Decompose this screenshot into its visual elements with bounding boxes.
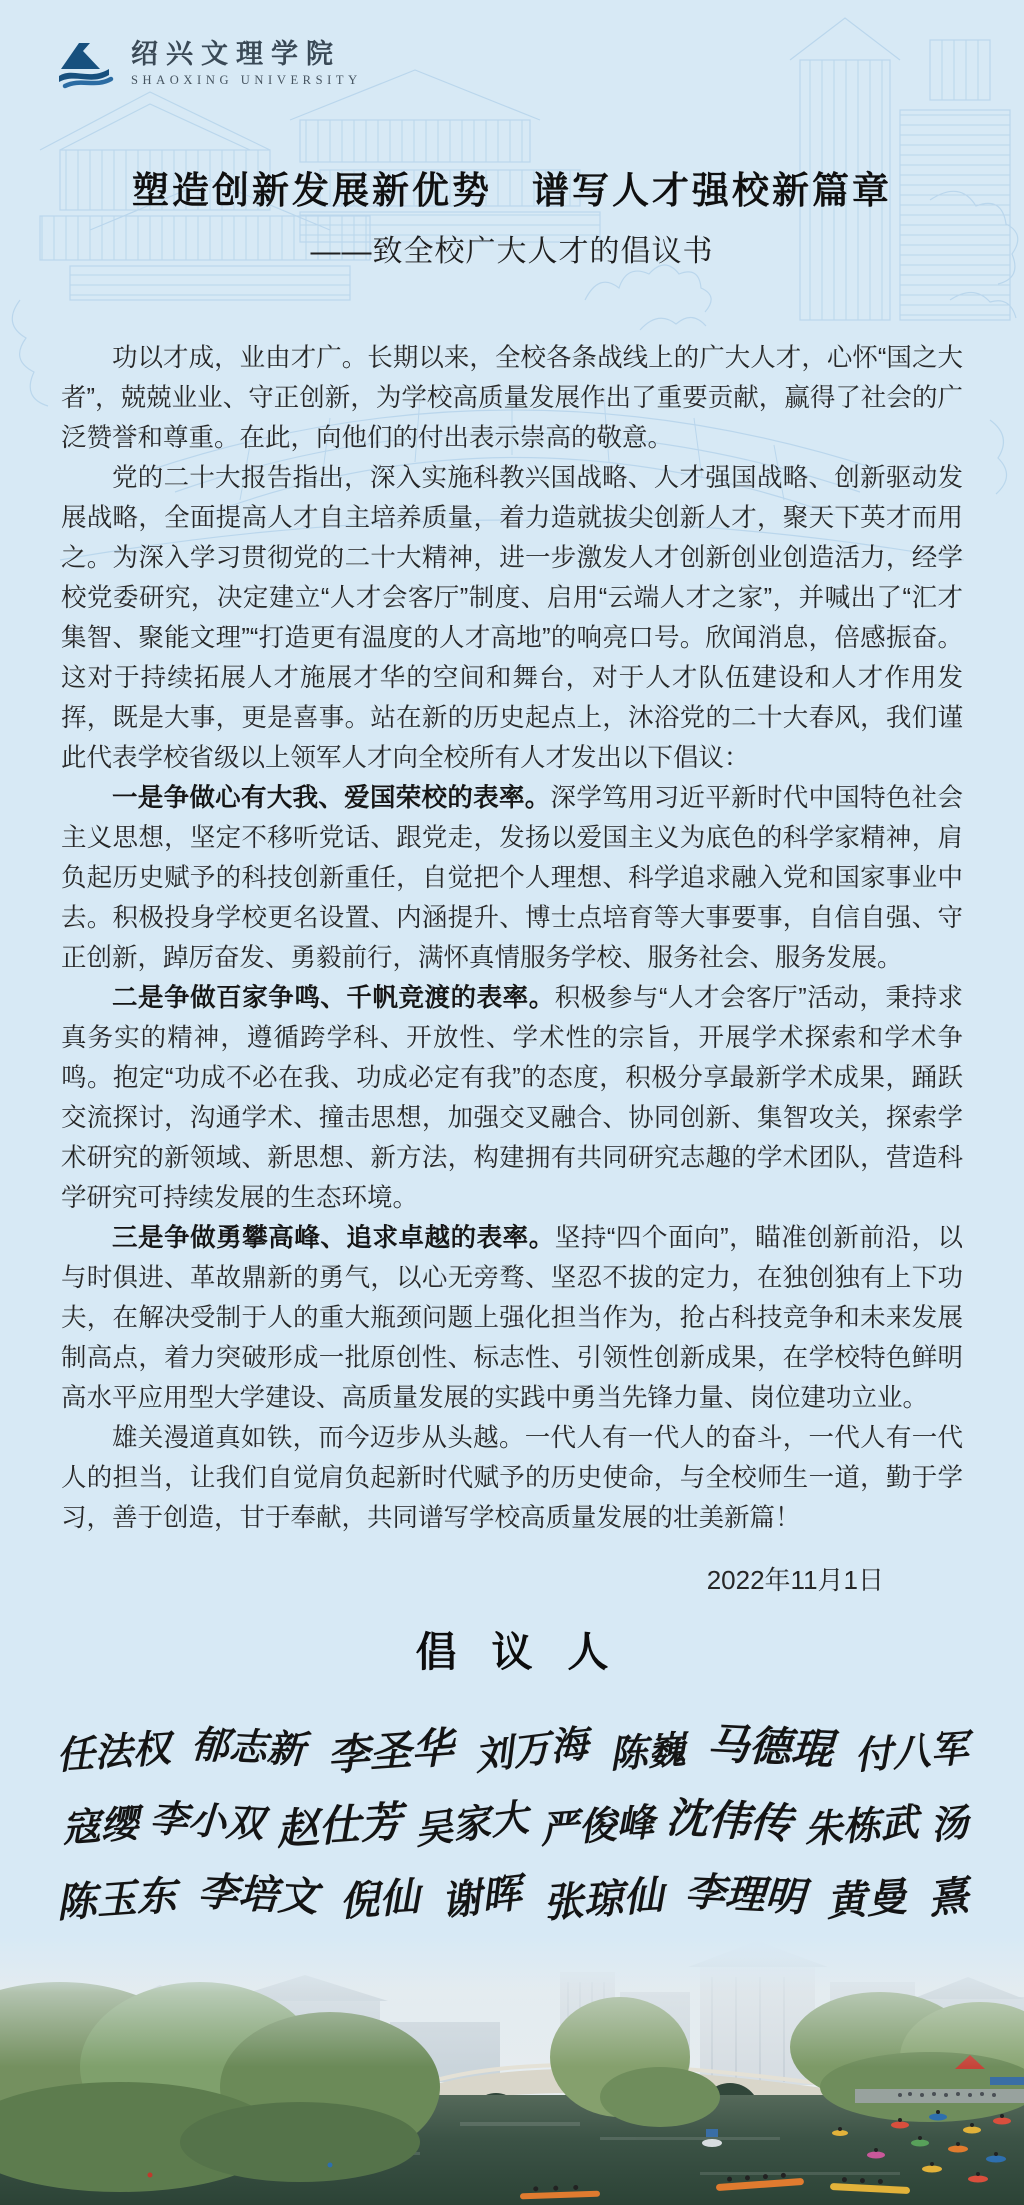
signature: 李圣华 [325, 1722, 455, 1780]
signature: 沈伟传 [664, 1792, 794, 1848]
signature: 朱栋武 [802, 1799, 920, 1852]
signature-row [56, 1713, 968, 1781]
paragraph-point-2 [61, 978, 963, 1218]
paragraph-lead: 三是争做勇攀高峰、追求卓越的表率。 [112, 1224, 555, 1253]
campus-river-bridge-photo [0, 1937, 1024, 2205]
signature: 陈玉东 [54, 1871, 178, 1928]
signature: 赵仕芳 [274, 1796, 404, 1854]
paragraph-lead: 一是争做心有大我、爱国荣校的表率。 [112, 784, 551, 813]
paragraph-text: 坚持“四个面向”，瞄准创新前沿，以与时俱进、革故鼎新的勇气，以心无旁骛、坚忍不拔的定力，在独创独有上下功夫，在解决受制于人的重大瓶颈问题上强化担当作为，抢占科技竞争和未来发展制高点，着力突破形成一批原创性、标志性、引领性创新成果，在学校特色鲜明高水平应用型大学建设、高质量发展的实践中勇当先锋力量、岗位建功立业。 [61, 1224, 963, 1413]
paragraph-context [61, 458, 963, 778]
signature: 熹 [925, 1871, 972, 1924]
signature-row [56, 1787, 971, 1855]
logo-text [131, 40, 362, 89]
signature: 倪仙 [338, 1873, 422, 1926]
paragraph-closing [61, 1418, 963, 1538]
signature: 李培文 [196, 1867, 319, 1922]
signature: 刘万海 [472, 1720, 591, 1779]
signature: 任法权 [54, 1725, 172, 1778]
signature: 谢晖 [438, 1869, 525, 1926]
university-logo [0, 0, 1024, 94]
signature: 黄曼 [825, 1873, 909, 1926]
signature: 马德琨 [705, 1718, 834, 1774]
signature: 付八军 [852, 1725, 970, 1778]
signature: 张琼仙 [541, 1871, 665, 1928]
paragraph-text: 深学笃用习近平新时代中国特色社会主义思想，坚定不移听党话、跟党走，发扬以爱国主义为底色的科学家精神，肩负起历史赋予的科技创新重任，自觉把个人理想、科学追求融入党和国家事业中去。积极投身学校更名设置、内涵提升、博士点培育等大事要事，自信自强、守正创新，踔厉奋发、勇毅前行，满怀真情服务学校、服务社会、服务发展。 [61, 784, 963, 973]
signature: 寇缨 [60, 1800, 140, 1851]
signatures [54, 1713, 972, 1929]
signature: 严俊峰 [538, 1799, 656, 1852]
poster-subtitle: ——致全校广大人才的倡议书 [310, 235, 714, 269]
paragraph-point-3 [61, 1218, 963, 1418]
university-name-cn: 绍兴文理学院 [131, 38, 341, 69]
signature: 吴家大 [412, 1794, 531, 1853]
paragraph-text: 功以才成，业由才广。长期以来，全校各条战线上的广大人才，心怀“国之大者”，兢兢业业、守正创新，为学校高质量发展作出了重要贡献，赢得了社会的广泛赞誉和尊重。在此，向他们的付出表示崇高的敬意。 [61, 344, 963, 453]
signature: 郁志新 [190, 1721, 307, 1772]
signature: 汤 [927, 1798, 971, 1849]
signature: 李小双 [148, 1795, 266, 1846]
paragraph-text: 雄关漫道真如铁，而今迈步从头越。一代人有一代人的奋斗，一代人有一代人的担当，让我们自觉肩负起新时代赋予的历史使命，与全校师生一道，勤于学习，善于创造，甘于奉献，共同谱写学校高质量发展的壮美新篇！ [61, 1424, 963, 1533]
signature-row [54, 1861, 972, 1929]
signature: 陈巍 [608, 1726, 688, 1777]
proposers-heading: 倡议人 [415, 1629, 644, 1676]
paragraph-point-1 [61, 778, 963, 978]
mountain-wave-logo-icon [55, 36, 117, 92]
paragraph-lead: 二是争做百家争鸣、千帆竞渡的表率。 [112, 984, 555, 1013]
paragraph-intro [61, 338, 963, 458]
university-name-en: SHAOXING UNIVERSITY [131, 73, 362, 88]
date: 2022年11月1日 [706, 1565, 884, 1596]
signature: 李理明 [683, 1867, 806, 1922]
paragraph-text: 积极参与“人才会客厅”活动，秉持求真务实的精神，遵循跨学科、开放性、学术性的宗旨，开展学术探索和学术争鸣。抱定“功成不必在我、功成必定有我”的态度，积极分享最新学术成果，踊跃交流探讨，沟通学术、撞击思想，加强交叉融合、协同创新、集智攻关，探索学术研究的新领域、新思想、新方法，构建拥有共同研究志趣的学术团队，营造科学研究可持续发展的生态环境。 [61, 984, 963, 1213]
poster-title: 塑造创新发展新优势 谱写人才强校新篇章 [132, 171, 892, 212]
paragraph-text: 党的二十大报告指出，深入实施科教兴国战略、人才强国战略、创新驱动发展战略，全面提高人才自主培养质量，着力造就拔尖创新人才，聚天下英才而用之。为深入学习贯彻党的二十大精神，进一步激发人才创新创业创造活力，经学校党委研究，决定建立“人才会客厅”制度、启用“云端人才之家”，并喊出了“汇才集智、聚能文理”“打造更有温度的人才高地”的响亮口号。欣闻消息，倍感振奋。这对于持续拓展人才施展才华的空间和舞台，对于人才队伍建设和人才作用发挥，既是大事，更是喜事。站在新的历史起点上，沐浴党的二十大春风，我们谨此代表学校省级以上领军人才向全校所有人才发出以下倡议： [61, 464, 963, 773]
proposal-body [61, 338, 963, 1538]
